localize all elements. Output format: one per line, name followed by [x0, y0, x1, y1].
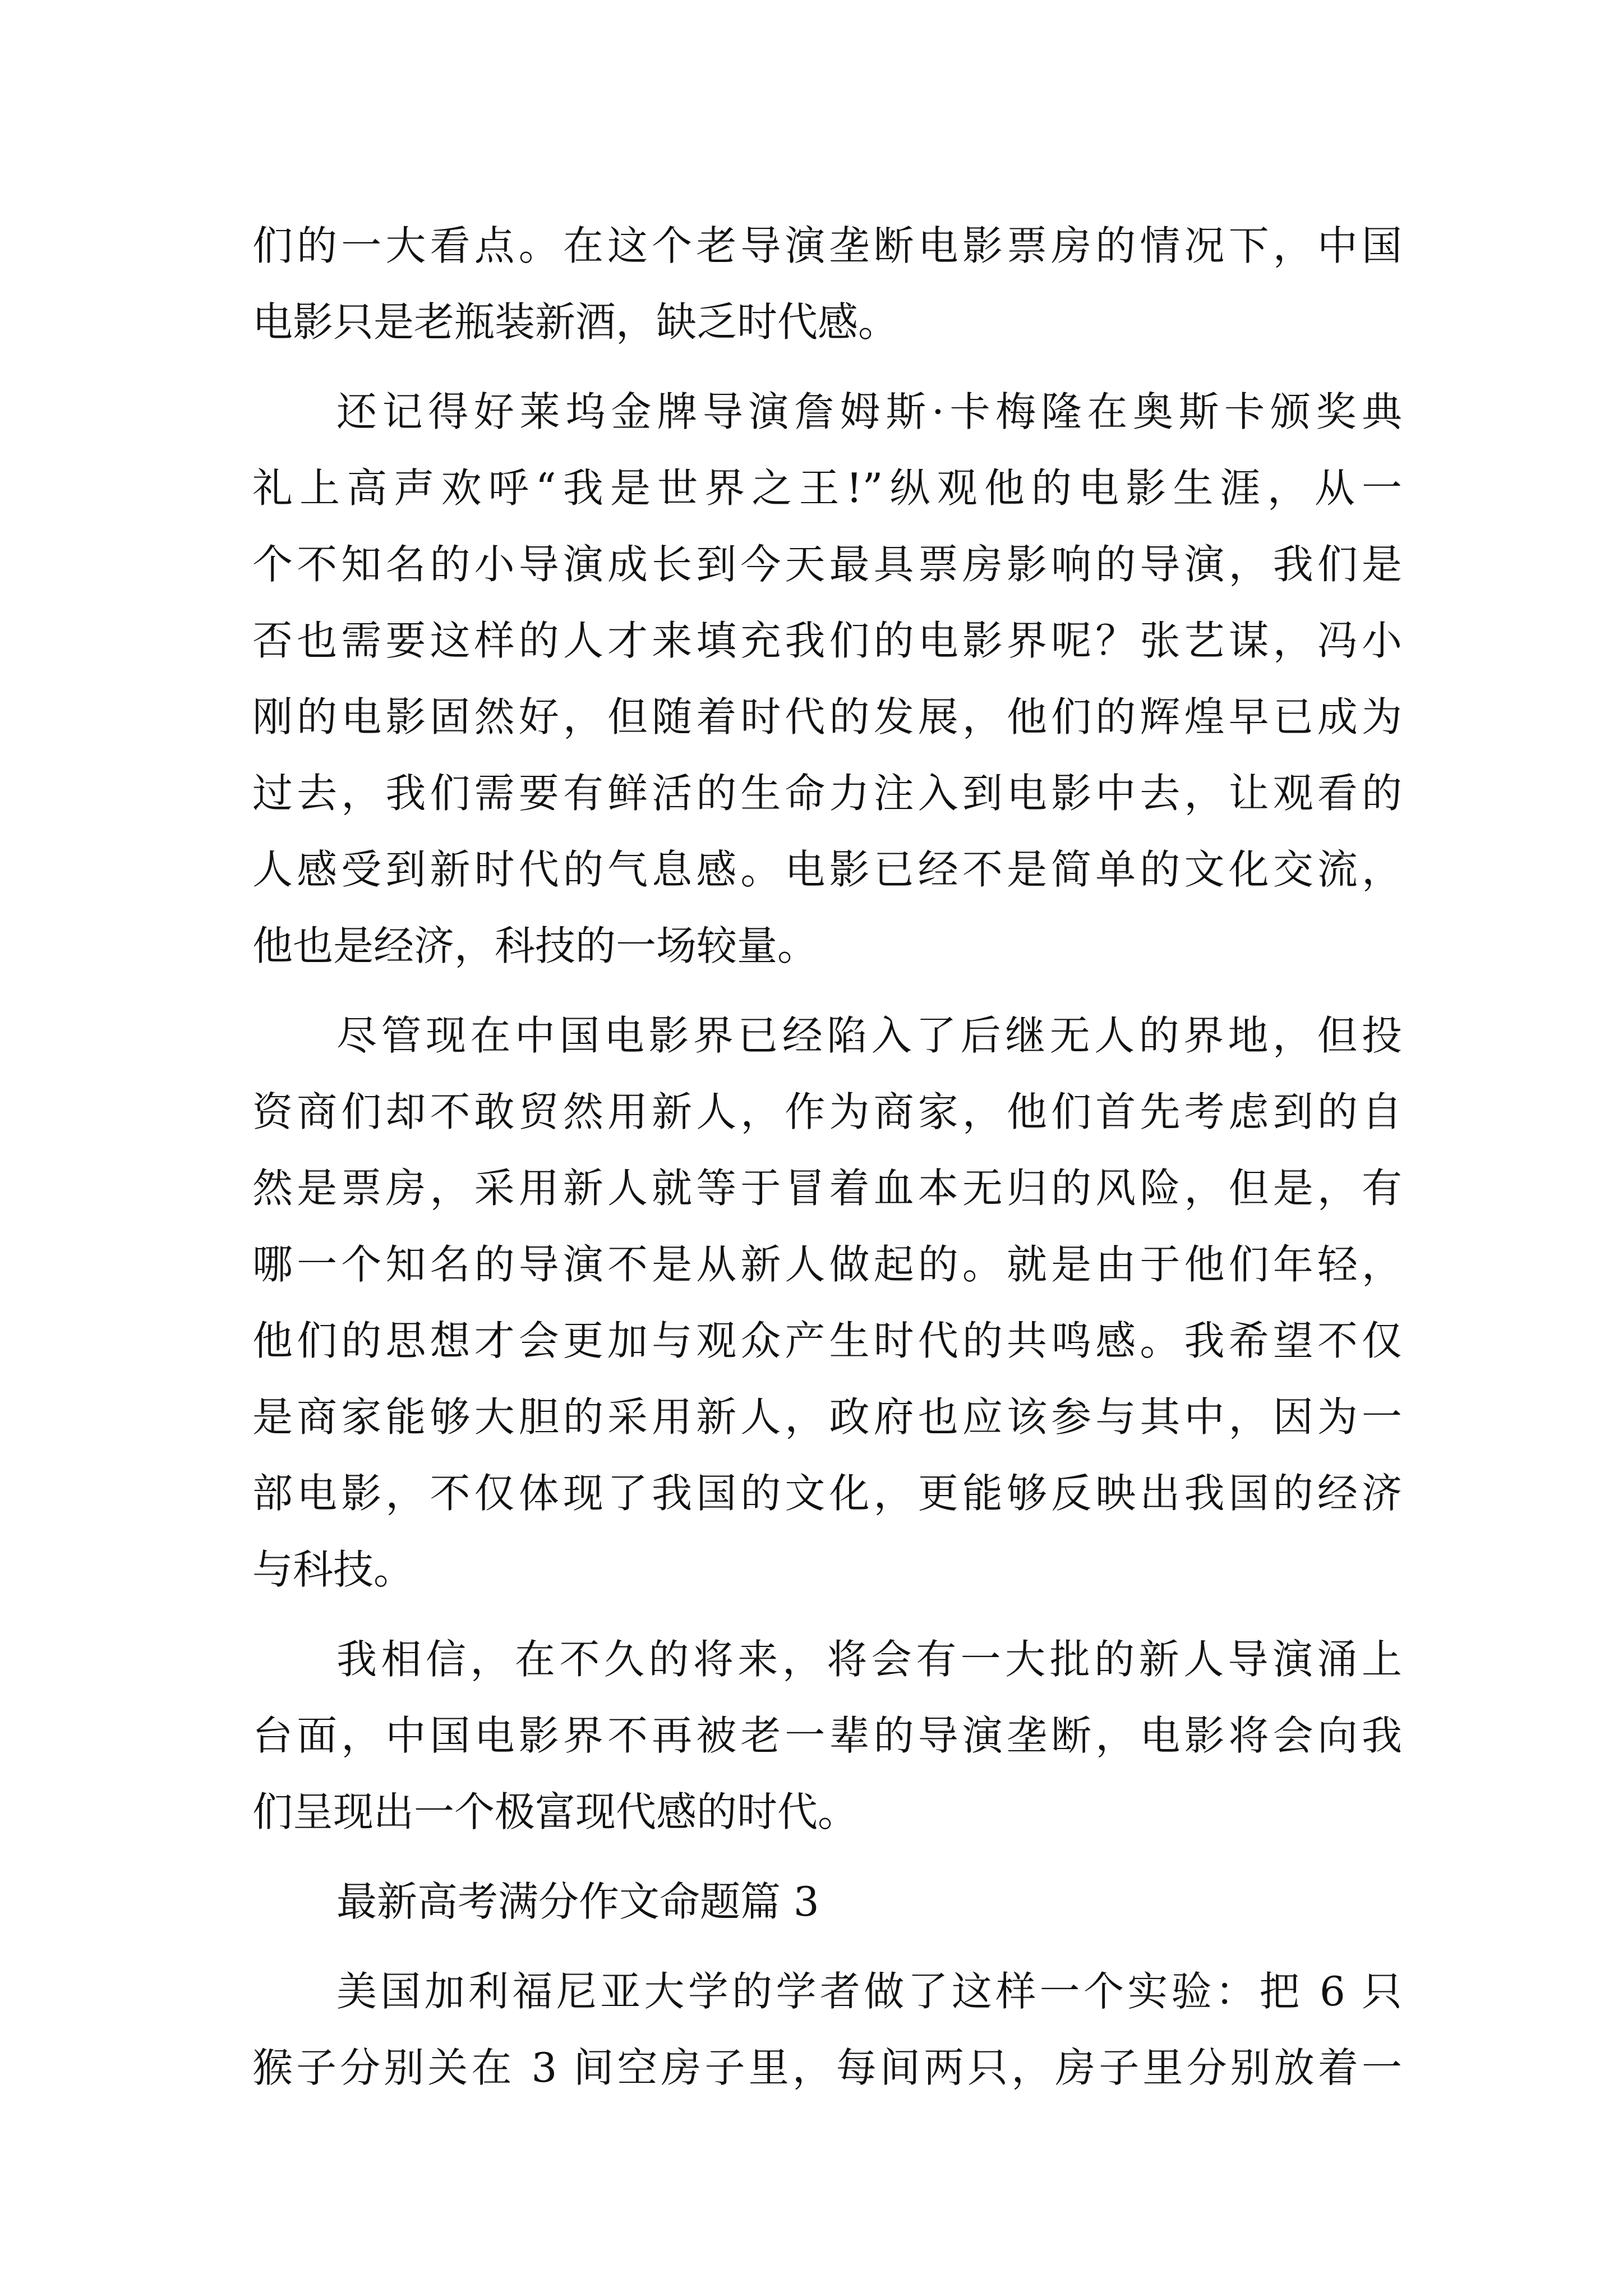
text-line: 部电影，不仅体现了我国的文化，更能够反映出我国的经济 — [252, 1470, 1402, 1517]
text-line: 猴子分别关在 3 间空房子里，每间两只，房子里分别放着一 — [252, 2044, 1402, 2091]
text-line: 最新高考满分作文命题篇 3 — [336, 1878, 819, 1925]
paragraph-spacing — [252, 1940, 1402, 1953]
text-line: 与科技。 — [252, 1546, 414, 1593]
text-line: 我相信，在不久的将来，将会有一大批的新人导演涌上 — [336, 1636, 1402, 1683]
text-line: 尽管现在中国电影界已经陷入了后继无人的界地，但投 — [336, 1012, 1402, 1059]
document-body — [252, 208, 1402, 2106]
paragraph — [252, 1953, 1402, 2106]
text-line: 礼上高声欢呼“我是世界之王!”纵观他的电影生涯，从一 — [252, 464, 1402, 512]
text-line: 过去，我们需要有鲜活的生命力注入到电影中去，让观看的 — [252, 770, 1402, 817]
text-line: 然是票房，采用新人就等于冒着血本无归的风险，但是，有 — [252, 1165, 1402, 1212]
paragraph-spacing — [252, 984, 1402, 997]
paragraph — [252, 208, 1402, 360]
text-line: 美国加利福尼亚大学的学者做了这样一个实验：把 6 只 — [336, 1968, 1402, 2015]
text-line: 台面，中国电影界不再被老一辈的导演垄断，电影将会向我 — [252, 1712, 1402, 1759]
text-line: 他们的思想才会更加与观众产生时代的共鸣感。我希望不仅 — [252, 1317, 1402, 1364]
text-line: 是商家能够大胆的采用新人，政府也应该参与其中，因为一 — [252, 1393, 1402, 1441]
paragraph-spacing — [252, 360, 1402, 374]
paragraph-spacing — [252, 1608, 1402, 1621]
text-line: 资商们却不敢贸然用新人，作为商家，他们首先考虑到的自 — [252, 1088, 1402, 1135]
paragraph — [252, 997, 1402, 1608]
text-line: 刚的电影固然好，但随着时代的发展，他们的辉煌早已成为 — [252, 693, 1402, 740]
text-line: 还记得好莱坞金牌导演詹姆斯·卡梅隆在奥斯卡颁奖典 — [336, 388, 1402, 435]
text-line: 人感受到新时代的气息感。电影已经不是简单的文化交流， — [252, 846, 1402, 893]
text-line: 们的一大看点。在这个老导演垄断电影票房的情况下，中国 — [252, 222, 1402, 269]
text-line: 否也需要这样的人才来填充我们的电影界呢？张艺谋，冯小 — [252, 617, 1402, 664]
text-line: 哪一个知名的导演不是从新人做起的。就是由于他们年轻， — [252, 1241, 1402, 1288]
paragraph — [252, 374, 1402, 984]
text-line: 他也是经济，科技的一场较量。 — [252, 922, 818, 969]
paragraph-spacing — [252, 1850, 1402, 1864]
paragraph — [252, 1621, 1402, 1850]
text-line: 个不知名的小导演成长到今天最具票房影响的导演，我们是 — [252, 541, 1402, 588]
paragraph — [252, 1864, 1402, 1940]
text-line: 们呈现出一个极富现代感的时代。 — [252, 1788, 859, 1835]
text-line: 电影只是老瓶装新酒，缺乏时代感。 — [252, 298, 899, 346]
